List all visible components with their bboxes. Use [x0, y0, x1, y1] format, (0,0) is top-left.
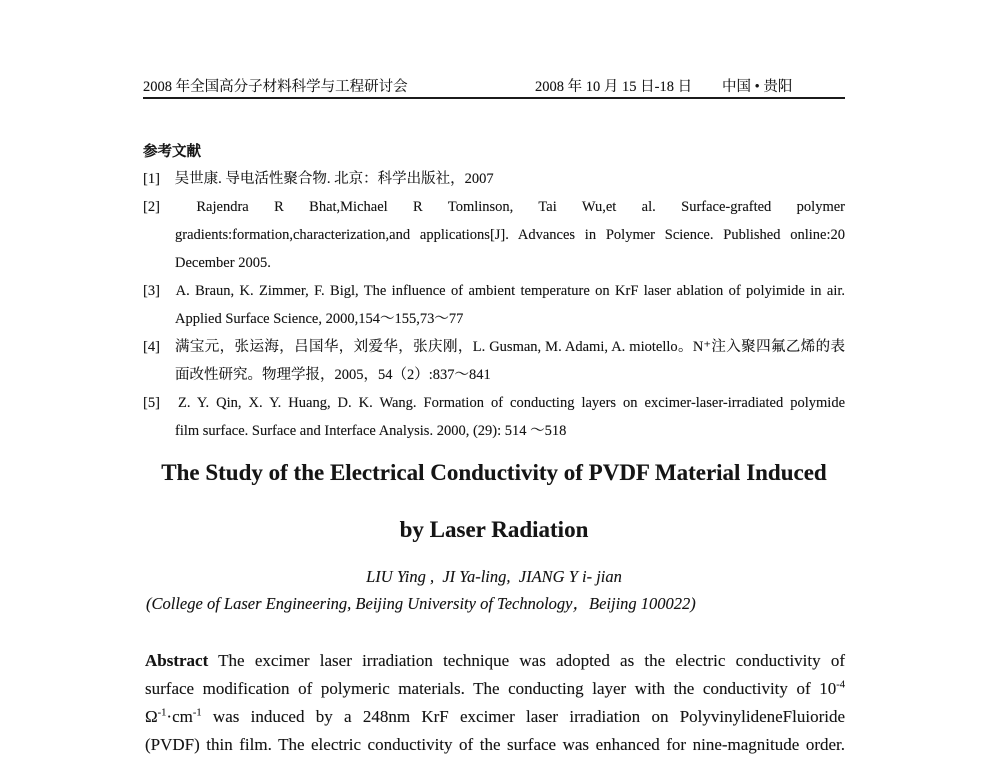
unit-cm: ·cm	[166, 707, 193, 726]
reference-number: [1]	[143, 171, 160, 187]
reference-list	[143, 165, 845, 445]
reference-number: [4]	[143, 339, 160, 355]
abstract-line	[145, 675, 845, 703]
abstract-text: was induced by a 248nm KrF excimer laser irradiation on PolyvinylideneFluioride	[212, 707, 845, 726]
abstract-label: Abstract	[145, 651, 209, 670]
author-list: LIU Ying , JI Ya-ling, JIANG Y i- jian	[366, 567, 622, 586]
reference-text: 满宝元，张运海，吕国华，刘爱华，张庆刚，L. Gusman, M. Adami, A. miotello。N⁺注入聚四氟乙烯的表	[175, 339, 845, 355]
reference-item	[143, 389, 845, 417]
references-heading: 参考文献	[143, 144, 201, 160]
reference-text-continued: Applied Surface Science, 2000,154～155,73～77	[175, 311, 464, 327]
running-header	[143, 77, 845, 99]
header-location: 中国 • 贵阳	[722, 79, 793, 95]
reference-item	[143, 193, 845, 221]
reference-item	[143, 165, 845, 193]
exponent: -1	[192, 707, 202, 719]
reference-text-continued: gradients:formation,characterization,and applications[J]. Advances in Polymer Science. Published online:20	[175, 227, 845, 243]
reference-text: Z. Y. Qin, X. Y. Huang, D. K. Wang. Formation of conducting layers on excimer-laser-irradiated polymide	[178, 395, 846, 411]
unit-ohm: Ω	[145, 707, 158, 726]
header-conference-name: 2008 年全国高分子材料科学与工程研讨会	[143, 79, 408, 95]
abstract	[145, 647, 845, 759]
abstract-text: (PVDF) thin film. The electric conductivity of the surface was enhanced for nine-magnitude order.	[145, 735, 845, 754]
paper-title-line-2: by Laser Radiation	[399, 517, 589, 542]
abstract-line	[145, 703, 845, 731]
exponent: -1	[157, 707, 167, 719]
reference-text-continued: December 2005.	[175, 255, 271, 271]
reference-text-continued: 面改性研究。物理学报，2005，54（2）:837～841	[175, 367, 491, 383]
reference-number: [2]	[143, 199, 160, 215]
reference-number: [3]	[143, 283, 160, 299]
abstract-text: The excimer laser irradiation technique was adopted as the electric conductivity of	[218, 651, 845, 670]
reference-text-continued: film surface. Surface and Interface Analysis. 2000, (29): 514 ～518	[175, 423, 567, 439]
reference-item	[143, 333, 845, 361]
reference-text: 吴世康. 导电活性聚合物. 北京：科学出版社，2007	[174, 171, 494, 187]
header-date: 2008 年 10 月 15 日-18 日	[535, 79, 693, 95]
abstract-line	[145, 647, 845, 675]
reference-number: [5]	[143, 395, 160, 411]
exponent: -4	[836, 679, 845, 691]
reference-text: A. Braun, K. Zimmer, F. Bigl, The influence of ambient temperature on KrF laser ablation of polyimide in air.	[175, 283, 846, 299]
abstract-line	[145, 731, 845, 759]
reference-text: Rajendra R Bhat,Michael R Tomlinson, Tai Wu,et al. Surface-grafted polymer	[196, 199, 845, 215]
paper-title-line-1: The Study of the Electrical Conductivity of PVDF Material Induced	[161, 460, 827, 485]
abstract-text: surface modification of polymeric materials. The conducting layer with the conductivity of 10	[145, 679, 837, 698]
author-affiliation: (College of Laser Engineering, Beijing University of Technology，Beijing 100022)	[146, 594, 696, 613]
reference-item	[143, 277, 845, 305]
